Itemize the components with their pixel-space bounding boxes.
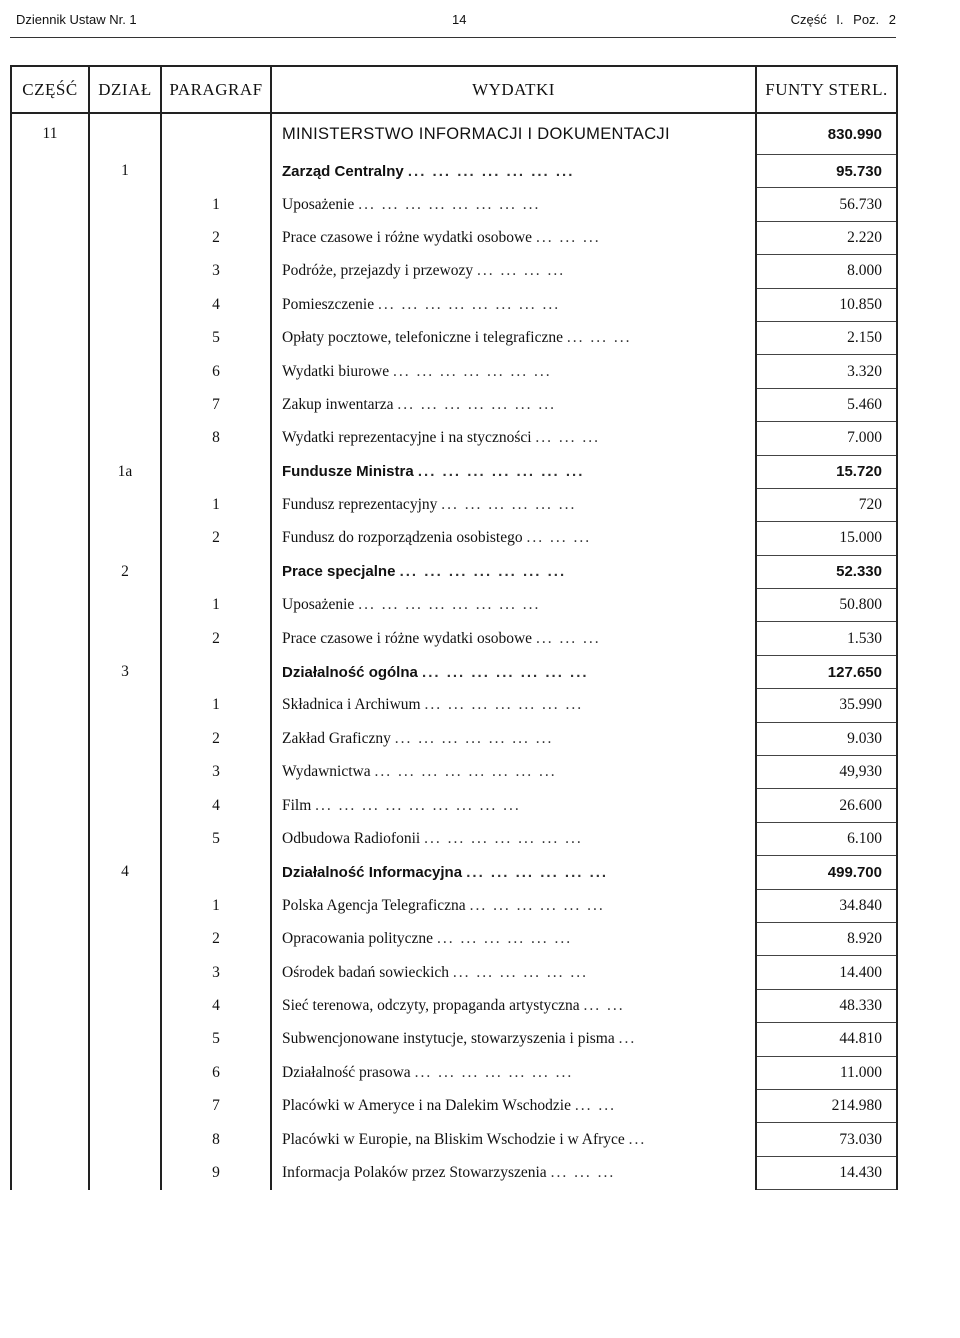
description-text: Zakład Graficzny xyxy=(282,729,391,747)
description-cell xyxy=(271,488,756,521)
column-header-czesc: CZĘŚĆ xyxy=(11,66,89,113)
table-row xyxy=(11,388,897,421)
czesc-cell xyxy=(11,388,89,421)
description-cell xyxy=(271,1156,756,1189)
column-header-paragraf: PARAGRAF xyxy=(161,66,271,113)
description-cell xyxy=(271,1089,756,1122)
table-row xyxy=(11,756,897,789)
paragraf-cell: 7 xyxy=(161,1089,271,1122)
table-row xyxy=(11,722,897,755)
dzial-cell xyxy=(89,321,161,354)
table-row xyxy=(11,1156,897,1189)
czesc-cell xyxy=(11,188,89,221)
description-cell xyxy=(271,622,756,655)
leader-dots: ... ... ... ... ... ... ... ... xyxy=(358,596,541,614)
paragraf-cell: 9 xyxy=(161,1156,271,1189)
description-cell xyxy=(271,388,756,421)
paragraf-cell: 1 xyxy=(161,589,271,622)
leader-dots: ... ... ... ... ... ... ... xyxy=(414,1063,574,1081)
paragraf-cell: 7 xyxy=(161,388,271,421)
dzial-cell xyxy=(89,789,161,822)
dzial-cell xyxy=(89,1156,161,1189)
description-cell xyxy=(271,689,756,722)
paragraf-cell: 1 xyxy=(161,889,271,922)
amount-cell: 10.850 xyxy=(756,288,897,321)
description-cell xyxy=(271,221,756,254)
amount-cell: 26.600 xyxy=(756,789,897,822)
leader-dots: ... ... ... xyxy=(535,629,601,647)
paragraf-cell: 5 xyxy=(161,822,271,855)
czesc-cell: 11 xyxy=(11,113,89,155)
journal-title: Dziennik Ustaw Nr. 1 xyxy=(16,12,137,27)
description-text: Podróże, przejazdy i przewozy xyxy=(282,262,474,280)
description-text: Uposażenie xyxy=(282,596,355,614)
paragraf-cell: 5 xyxy=(161,1023,271,1056)
leader-dots: ... ... ... ... ... ... xyxy=(466,863,609,881)
amount-cell: 2.150 xyxy=(756,321,897,354)
paragraf-cell: 8 xyxy=(161,1123,271,1156)
paragraf-cell xyxy=(161,555,271,588)
leader-dots: ... ... ... ... ... ... ... xyxy=(397,395,556,413)
czesc-cell xyxy=(11,1123,89,1156)
leader-dots: ... ... ... ... ... ... xyxy=(441,496,577,514)
table-row xyxy=(11,655,897,688)
paragraf-cell: 1 xyxy=(161,188,271,221)
description-text: Odbudowa Radiofonii xyxy=(282,830,421,847)
dzial-cell: 1a xyxy=(89,455,161,488)
dzial-cell xyxy=(89,422,161,455)
description-cell xyxy=(271,422,756,455)
description-text: Uposażenie xyxy=(282,195,355,213)
leader-dots: ... ... ... xyxy=(550,1163,616,1181)
amount-cell: 52.330 xyxy=(756,555,897,588)
table-row xyxy=(11,221,897,254)
leader-dots: ... ... ... ... ... ... xyxy=(452,963,589,981)
description-text: Fundusz reprezentacyjny xyxy=(282,496,438,514)
amount-cell: 35.990 xyxy=(756,689,897,722)
description-text: Prace czasowe i różne wydatki osobowe xyxy=(282,228,533,246)
dzial-cell xyxy=(89,1123,161,1156)
paragraf-cell xyxy=(161,655,271,688)
leader-dots: ... ... ... ... ... ... ... xyxy=(424,696,584,714)
description-cell xyxy=(271,355,756,388)
paragraf-cell xyxy=(161,155,271,188)
czesc-cell xyxy=(11,1156,89,1189)
dzial-cell xyxy=(89,1089,161,1122)
description-cell xyxy=(271,188,756,221)
amount-cell: 214.980 xyxy=(756,1089,897,1122)
description-text: Ośrodek badań sowieckich xyxy=(282,963,450,981)
czesc-cell xyxy=(11,288,89,321)
description-text: Informacja Polaków przez Stowarzyszenia xyxy=(282,1163,547,1181)
table-row xyxy=(11,321,897,354)
leader-dots: ... ... ... ... ... ... ... ... xyxy=(377,295,561,313)
dzial-cell xyxy=(89,255,161,288)
dzial-cell xyxy=(89,756,161,789)
description-text: Subwencjonowane instytucje, stowarzyszenia i pisma xyxy=(282,1030,615,1048)
czesc-cell xyxy=(11,822,89,855)
description-cell xyxy=(271,321,756,354)
description-cell xyxy=(271,113,756,155)
description-text: Prace czasowe i różne wydatki osobowe xyxy=(282,629,533,647)
leader-dots: ... xyxy=(628,1130,647,1148)
czesc-cell xyxy=(11,889,89,922)
czesc-cell xyxy=(11,1023,89,1056)
czesc-cell xyxy=(11,789,89,822)
description-text: Sieć terenowa, odczyty, propaganda artystyczna xyxy=(282,996,580,1014)
description-text: Pomieszczenie xyxy=(282,295,375,313)
amount-cell: 14.430 xyxy=(756,1156,897,1189)
table-row xyxy=(11,822,897,855)
paragraf-cell xyxy=(161,856,271,889)
czesc-cell xyxy=(11,722,89,755)
leader-dots: ... ... ... xyxy=(566,329,632,347)
amount-cell: 9.030 xyxy=(756,722,897,755)
table-row xyxy=(11,155,897,188)
table-row xyxy=(11,555,897,588)
description-text: MINISTERSTWO INFORMACJI I DOKUMENTACJI xyxy=(282,124,670,143)
description-cell xyxy=(271,1056,756,1089)
description-text: Działalność Informacyjna xyxy=(282,863,463,881)
dzial-cell xyxy=(89,522,161,555)
description-text: Wydatki biurowe xyxy=(282,362,390,380)
dzial-cell xyxy=(89,989,161,1022)
table-row xyxy=(11,989,897,1022)
leader-dots: ... ... ... ... ... ... ... ... xyxy=(358,195,541,213)
table-row xyxy=(11,1089,897,1122)
dzial-cell: 4 xyxy=(89,856,161,889)
leader-dots: ... xyxy=(618,1030,637,1048)
description-text: Film xyxy=(282,796,312,814)
leader-dots: ... ... ... xyxy=(526,529,592,547)
table-body xyxy=(11,113,897,1190)
czesc-cell xyxy=(11,155,89,188)
description-cell xyxy=(271,956,756,989)
header-rule xyxy=(10,37,896,38)
czesc-cell xyxy=(11,221,89,254)
amount-cell: 95.730 xyxy=(756,155,897,188)
czesc-cell xyxy=(11,455,89,488)
description-cell xyxy=(271,856,756,889)
table-row xyxy=(11,922,897,955)
description-cell xyxy=(271,989,756,1022)
paragraf-cell: 1 xyxy=(161,689,271,722)
dzial-cell xyxy=(89,889,161,922)
dzial-cell xyxy=(89,113,161,155)
czesc-cell xyxy=(11,922,89,955)
dzial-cell xyxy=(89,288,161,321)
leader-dots: ... ... xyxy=(583,996,625,1014)
paragraf-cell xyxy=(161,455,271,488)
description-text: Placówki w Europie, na Bliskim Wschodzie i w Afryce xyxy=(282,1130,625,1148)
paragraf-cell: 3 xyxy=(161,756,271,789)
dzial-cell xyxy=(89,722,161,755)
leader-dots: ... ... ... ... ... ... xyxy=(436,930,573,948)
description-text: Zakup inwentarza xyxy=(282,395,394,413)
paragraf-cell: 6 xyxy=(161,355,271,388)
czesc-cell xyxy=(11,422,89,455)
amount-cell: 44.810 xyxy=(756,1023,897,1056)
dzial-cell xyxy=(89,355,161,388)
amount-cell: 15.720 xyxy=(756,455,897,488)
czesc-cell xyxy=(11,989,89,1022)
leader-dots: ... ... ... ... ... ... ... xyxy=(417,463,585,481)
table-row xyxy=(11,488,897,521)
leader-dots: ... ... ... ... ... ... xyxy=(469,896,605,914)
paragraf-cell: 2 xyxy=(161,221,271,254)
table-row xyxy=(11,689,897,722)
paragraf-cell: 6 xyxy=(161,1056,271,1089)
dzial-cell xyxy=(89,488,161,521)
table-row xyxy=(11,1123,897,1156)
table-row xyxy=(11,1056,897,1089)
amount-cell: 2.220 xyxy=(756,221,897,254)
description-text: Zarząd Centralny xyxy=(282,162,404,180)
dzial-cell: 2 xyxy=(89,555,161,588)
amount-cell: 720 xyxy=(756,488,897,521)
amount-cell: 1.530 xyxy=(756,622,897,655)
dzial-cell xyxy=(89,188,161,221)
table-row xyxy=(11,113,897,155)
table-row xyxy=(11,856,897,889)
leader-dots: ... ... ... xyxy=(535,429,601,447)
leader-dots: ... ... ... ... ... ... ... xyxy=(422,663,589,681)
paragraf-cell: 2 xyxy=(161,522,271,555)
czesc-cell xyxy=(11,856,89,889)
czesc-cell xyxy=(11,956,89,989)
leader-dots: ... ... ... ... ... ... ... xyxy=(424,830,583,847)
leader-dots: ... ... ... ... xyxy=(476,262,566,280)
amount-cell: 7.000 xyxy=(756,422,897,455)
czesc-cell xyxy=(11,555,89,588)
czesc-cell xyxy=(11,655,89,688)
leader-dots: ... ... ... ... ... ... ... xyxy=(392,362,552,380)
amount-cell: 8.000 xyxy=(756,255,897,288)
description-cell xyxy=(271,756,756,789)
czesc-cell xyxy=(11,1056,89,1089)
dzial-cell xyxy=(89,1056,161,1089)
description-text: Prace specjalne xyxy=(282,563,396,581)
czesc-cell xyxy=(11,589,89,622)
czesc-cell xyxy=(11,355,89,388)
leader-dots: ... ... ... ... ... ... ... xyxy=(407,162,575,180)
description-cell xyxy=(271,455,756,488)
description-text: Składnica i Archiwum xyxy=(282,696,421,714)
paragraf-cell: 4 xyxy=(161,288,271,321)
table-row xyxy=(11,355,897,388)
page-header xyxy=(16,12,896,34)
dzial-cell xyxy=(89,221,161,254)
czesc-cell xyxy=(11,522,89,555)
description-cell xyxy=(271,155,756,188)
description-cell xyxy=(271,789,756,822)
description-text: Opracowania polityczne xyxy=(282,930,434,948)
description-text: Polska Agencja Telegraficzna xyxy=(282,896,466,914)
table-row xyxy=(11,589,897,622)
leader-dots: ... ... ... ... ... ... ... ... ... xyxy=(315,796,521,814)
amount-cell: 127.650 xyxy=(756,655,897,688)
description-cell xyxy=(271,1023,756,1056)
dzial-cell xyxy=(89,388,161,421)
description-cell xyxy=(271,822,756,855)
leader-dots: ... ... ... ... ... ... ... xyxy=(399,563,567,581)
leader-dots: ... ... ... ... ... ... ... ... xyxy=(374,763,557,781)
table-row xyxy=(11,956,897,989)
paragraf-cell: 8 xyxy=(161,422,271,455)
czesc-cell xyxy=(11,756,89,789)
paragraf-cell xyxy=(161,113,271,155)
amount-cell: 14.400 xyxy=(756,956,897,989)
amount-cell: 73.030 xyxy=(756,1123,897,1156)
paragraf-cell: 5 xyxy=(161,321,271,354)
column-header-wydatki: WYDATKI xyxy=(271,66,756,113)
table-row xyxy=(11,422,897,455)
amount-cell: 34.840 xyxy=(756,889,897,922)
czesc-cell xyxy=(11,1089,89,1122)
description-cell xyxy=(271,722,756,755)
table-row xyxy=(11,255,897,288)
description-text: Opłaty pocztowe, telefoniczne i telegraficzne xyxy=(282,329,564,347)
section-reference: Część I. Poz. 2 xyxy=(790,12,896,27)
description-cell xyxy=(271,255,756,288)
paragraf-cell: 4 xyxy=(161,789,271,822)
dzial-cell xyxy=(89,1023,161,1056)
amount-cell: 6.100 xyxy=(756,822,897,855)
amount-cell: 8.920 xyxy=(756,922,897,955)
amount-cell: 56.730 xyxy=(756,188,897,221)
amount-cell: 3.320 xyxy=(756,355,897,388)
column-header-funty: FUNTY STERL. xyxy=(756,66,897,113)
amount-cell: 5.460 xyxy=(756,388,897,421)
czesc-cell xyxy=(11,321,89,354)
czesc-cell xyxy=(11,689,89,722)
paragraf-cell: 3 xyxy=(161,255,271,288)
description-cell xyxy=(271,655,756,688)
description-cell xyxy=(271,522,756,555)
dzial-cell xyxy=(89,956,161,989)
dzial-cell: 3 xyxy=(89,655,161,688)
paragraf-cell: 2 xyxy=(161,622,271,655)
description-cell xyxy=(271,555,756,588)
table-row xyxy=(11,288,897,321)
table-row xyxy=(11,622,897,655)
column-header-dzial: DZIAŁ xyxy=(89,66,161,113)
czesc-cell xyxy=(11,255,89,288)
amount-cell: 49,930 xyxy=(756,756,897,789)
leader-dots: ... ... ... xyxy=(535,228,601,246)
amount-cell: 499.700 xyxy=(756,856,897,889)
amount-cell: 50.800 xyxy=(756,589,897,622)
dzial-cell xyxy=(89,589,161,622)
budget-table xyxy=(10,65,898,1190)
leader-dots: ... ... ... ... ... ... ... xyxy=(394,729,554,747)
czesc-cell xyxy=(11,488,89,521)
page-number: 14 xyxy=(452,12,467,27)
description-text: Placówki w Ameryce i na Dalekim Wschodzie xyxy=(282,1097,571,1115)
description-cell xyxy=(271,288,756,321)
table-row xyxy=(11,455,897,488)
description-text: Wydatki reprezentacyjne i na styczności xyxy=(282,429,532,447)
table-row xyxy=(11,522,897,555)
dzial-cell xyxy=(89,622,161,655)
amount-cell: 15.000 xyxy=(756,522,897,555)
paragraf-cell: 1 xyxy=(161,488,271,521)
description-text: Fundusze Ministra xyxy=(282,463,414,481)
description-text: Działalność prasowa xyxy=(282,1063,411,1081)
table-row xyxy=(11,889,897,922)
description-text: Wydawnictwa xyxy=(282,763,371,781)
paragraf-cell: 3 xyxy=(161,956,271,989)
table-row xyxy=(11,789,897,822)
table-row xyxy=(11,1023,897,1056)
description-cell xyxy=(271,922,756,955)
description-text: Fundusz do rozporządzenia osobistego xyxy=(282,529,523,547)
description-cell xyxy=(271,589,756,622)
dzial-cell: 1 xyxy=(89,155,161,188)
leader-dots: ... ... xyxy=(574,1097,616,1115)
amount-cell: 48.330 xyxy=(756,989,897,1022)
table-header-row xyxy=(11,66,897,113)
paragraf-cell: 4 xyxy=(161,989,271,1022)
paragraf-cell: 2 xyxy=(161,722,271,755)
czesc-cell xyxy=(11,622,89,655)
table-row xyxy=(11,188,897,221)
dzial-cell xyxy=(89,689,161,722)
description-cell xyxy=(271,1123,756,1156)
dzial-cell xyxy=(89,922,161,955)
paragraf-cell: 2 xyxy=(161,922,271,955)
description-text: Działalność ogólna xyxy=(282,663,418,681)
dzial-cell xyxy=(89,822,161,855)
amount-cell: 830.990 xyxy=(756,113,897,155)
description-cell xyxy=(271,889,756,922)
amount-cell: 11.000 xyxy=(756,1056,897,1089)
